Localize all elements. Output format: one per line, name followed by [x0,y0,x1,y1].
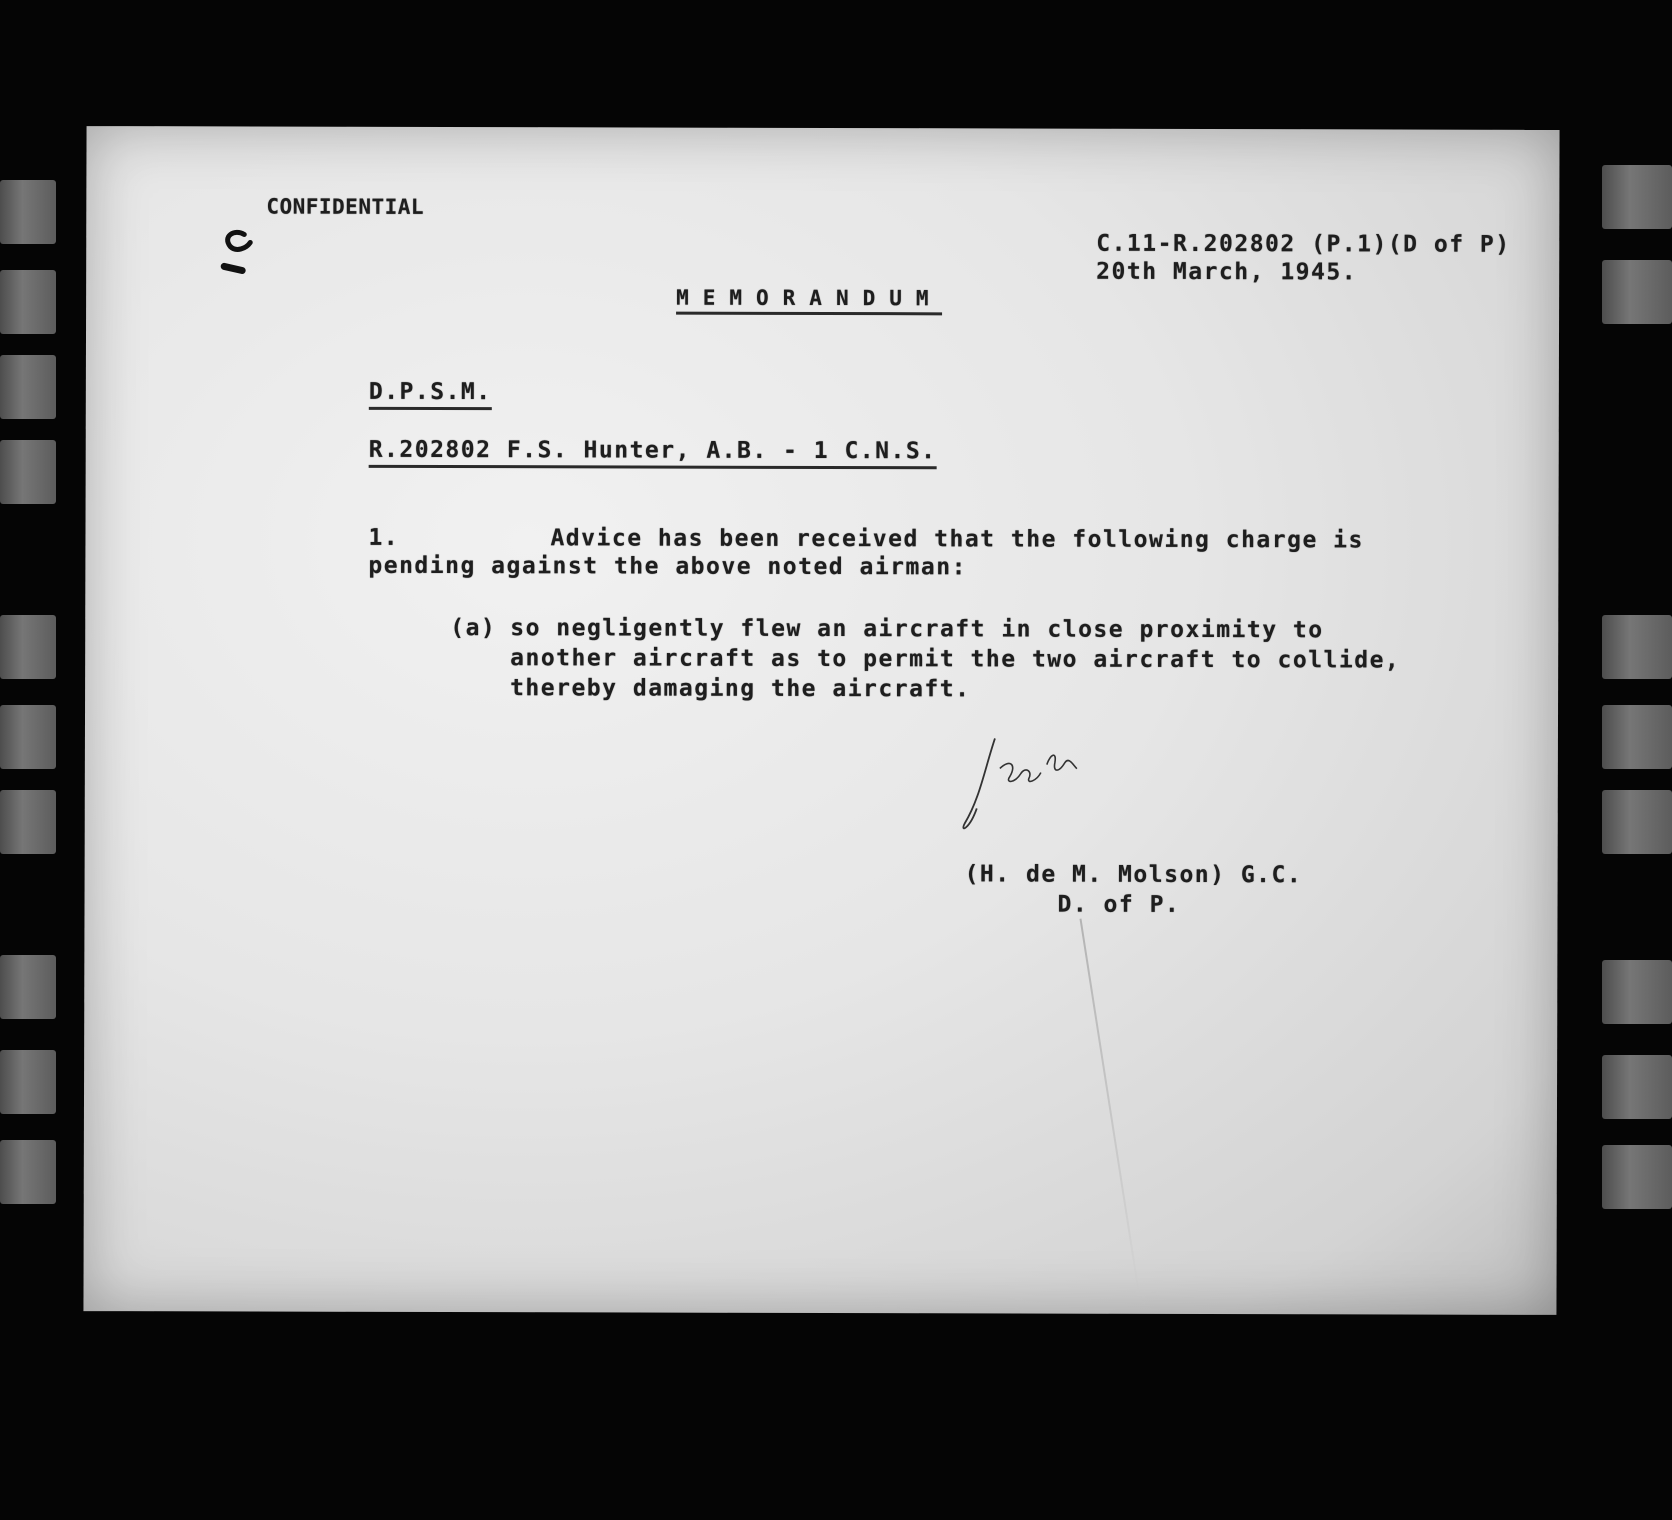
film-sprocket-hole [1602,960,1672,1024]
addressee: D.P.S.M. [369,379,492,410]
subject-line: R.202802 F.S. Hunter, A.B. - 1 C.N.S. [369,437,937,469]
film-sprocket-hole [0,615,56,679]
charge-text-line: so negligently flew an aircraft in close proximity to [510,615,1324,644]
charge-item-label: (a) [450,615,497,642]
film-sprocket-hole [1602,260,1672,324]
film-sprocket-hole [1602,1055,1672,1119]
charge-text-line: another aircraft as to permit the two aircraft to collide, [510,645,1401,674]
reference-number: C.11-R.202802 (P.1)(D of P) [1096,230,1511,258]
handwritten-margin-mark [216,226,256,281]
handwritten-signature [955,728,1105,838]
film-sprocket-hole [0,790,56,854]
film-sprocket-hole [0,955,56,1019]
film-sprocket-hole [0,355,56,419]
film-sprocket-hole [0,440,56,504]
signatory-name: (H. de M. Molson) G.C. [964,861,1303,889]
classification-label: CONFIDENTIAL [266,194,425,219]
memo-title: MEMORANDUM [676,286,943,316]
film-sprocket-hole [1602,165,1672,229]
paragraph-text-line: pending against the above noted airman: [368,552,967,581]
memo-date: 20th March, 1945. [1096,258,1358,286]
signatory-title: D. of P. [1057,891,1181,918]
paragraph-text-line: Advice has been received that the following charge is [550,525,1364,554]
memorandum-page [83,126,1559,1315]
film-sprocket-hole [0,270,56,334]
film-sprocket-hole [1602,615,1672,679]
film-sprocket-hole [1602,790,1672,854]
paper-crease [1079,919,1139,1295]
film-sprocket-hole [0,1140,56,1204]
film-sprocket-hole [0,705,56,769]
paragraph-number: 1. [368,524,400,551]
charge-text-line: thereby damaging the aircraft. [510,675,971,703]
film-sprocket-hole [1602,705,1672,769]
film-sprocket-hole [0,1050,56,1114]
film-sprocket-hole [1602,1145,1672,1209]
film-sprocket-hole [0,180,56,244]
